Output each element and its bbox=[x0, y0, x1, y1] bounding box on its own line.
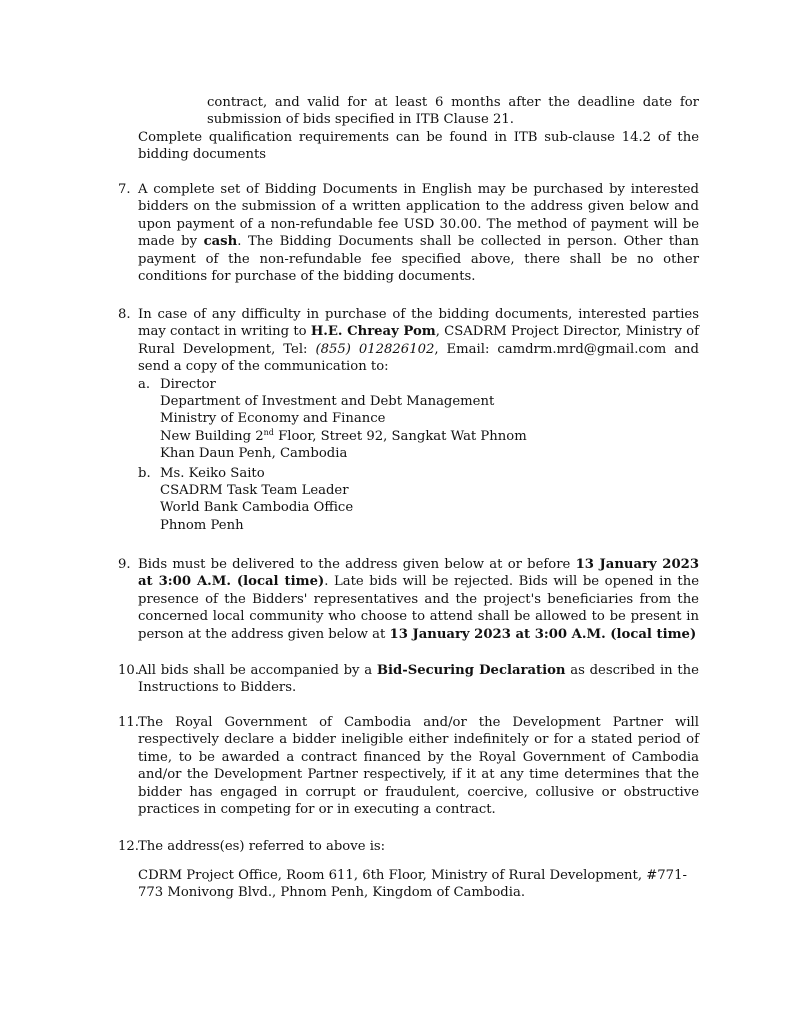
recipient-role: CSADRM Task Team Leader bbox=[160, 483, 349, 499]
recipient-title: Director bbox=[160, 376, 216, 392]
cash-emphasis: cash bbox=[203, 234, 238, 250]
recipient-department: Department of Investment and Debt Management bbox=[160, 394, 495, 410]
clause-text: The address(es) referred to above is: bbox=[138, 839, 386, 854]
office-address: CDRM Project Office, Room 611, 6th Floor, Ministry of Rural Development, #771-773 Monivong Blvd., Phnom Penh, Kingdom of Cambodia. bbox=[138, 868, 687, 901]
qualification-note: Complete qualification requirements can be found in ITB sub-clause 14.2 of the bidding documents bbox=[138, 130, 699, 163]
clause-number: 10. bbox=[118, 663, 139, 678]
recipient-b bbox=[138, 465, 699, 535]
recipient-name: Ms. Keiko Saito bbox=[160, 465, 265, 481]
clause-7 bbox=[118, 181, 699, 285]
clause-text: In case of any difficulty in purchase of the bidding documents, interested parties may contact in writing to H.E. Chreay Pom, CSADRM Project Director, Ministry of Rural Development, Tel: (855) 012826102, Email: camdrm.mrd@gmail.com and send a copy of the communication to: bbox=[138, 307, 699, 375]
clause-number: 9. bbox=[118, 557, 131, 572]
declaration-emphasis: Bid-Securing Declaration bbox=[376, 663, 566, 678]
clause-text: The Royal Government of Cambodia and/or the Development Partner will respectively declare a bidder ineligible either indefinitely or for a stated period of time, to be awarded a contract financed by the Royal Government of Cambodia and/or the Development Partner respectively, if it at any time determines that the bidder has engaged in corrupt or fraudulent, coercive, collusive or obstructive practices in competing for or in executing a contract. bbox=[138, 715, 699, 818]
clause-text: A complete set of Bidding Documents in English may be purchased by interested bidders on the submission of a written application to the address given below and upon payment of a non-refundable fee USD 30.00. The method of payment will be made by cash. The Bidding Documents shall be collected in person. Other than payment of the non-refundable fee specified above, there shall be no other conditions for purchase of the bidding documents. bbox=[138, 182, 699, 285]
list-letter: b. bbox=[138, 465, 151, 481]
recipient-building: New Building 2nd Floor, Street 92, Sangkat Wat Phnom bbox=[160, 427, 527, 444]
clause-text: All bids shall be accompanied by a Bid-Securing Declaration as described in the Instructions to Bidders. bbox=[138, 663, 699, 696]
clause-11 bbox=[118, 714, 699, 818]
continuation-paragraph: contract, and valid for at least 6 months after the deadline date for submission of bids specified in ITB Clause 21. bbox=[207, 95, 699, 128]
contact-phone: (855) 012826102 bbox=[315, 341, 435, 357]
recipient-ministry: Ministry of Economy and Finance bbox=[160, 411, 386, 427]
contact-name: H.E. Chreay Pom bbox=[310, 324, 436, 340]
recipient-city: Phnom Penh bbox=[160, 517, 244, 533]
opening-emphasis: 13 January 2023 at 3:00 A.M. (local time) bbox=[389, 626, 697, 642]
list-letter: a. bbox=[138, 376, 151, 392]
clause-9 bbox=[118, 556, 699, 643]
clause-number: 12. bbox=[118, 839, 139, 854]
deadline-emphasis: 13 January 2023 at 3:00 A.M. (local time) bbox=[138, 557, 700, 590]
clause-12 bbox=[118, 838, 699, 855]
recipient-office: World Bank Cambodia Office bbox=[160, 500, 354, 516]
clause-number: 11. bbox=[118, 715, 139, 730]
recipient-a bbox=[138, 376, 699, 463]
clause-text: Bids must be delivered to the address given below at or before 13 January 2023 at 3:00 A.M. (local time). Late bids will be rejected. Bids will be opened in the presence of the Bidders' representatives and the project's beneficiaries from the concerned local community who choose to attend shall be allowed to be present in person at the address given below at 13 January 2023 at 3:00 A.M. (local time) bbox=[138, 557, 700, 642]
clause-10 bbox=[118, 662, 699, 697]
clause-number: 8. bbox=[118, 307, 131, 322]
clause-8 bbox=[118, 306, 699, 534]
recipient-city: Khan Daun Penh, Cambodia bbox=[160, 446, 348, 462]
clause-number: 7. bbox=[118, 182, 131, 197]
